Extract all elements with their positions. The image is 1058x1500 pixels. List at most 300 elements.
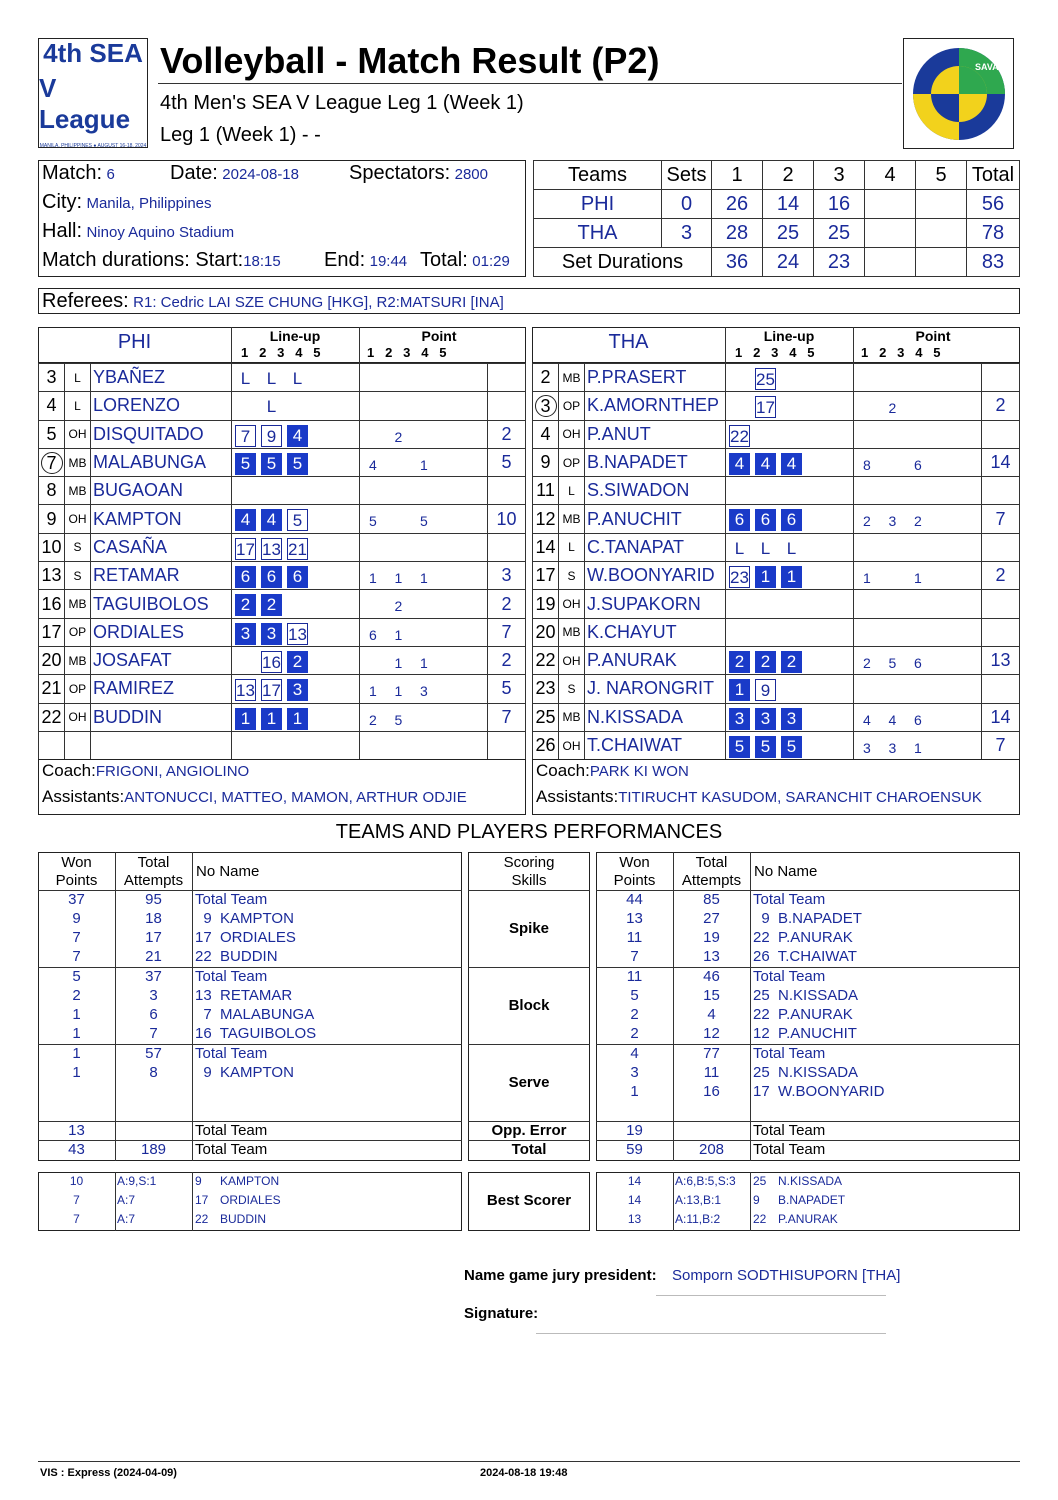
player-number: 22 xyxy=(533,646,559,674)
footer-timestamp: 2024-08-18 19:48 xyxy=(480,1467,568,1479)
player-name: BUGAOAN xyxy=(91,477,232,505)
total-label: Total: xyxy=(420,249,468,271)
block-total-attempts: 7 xyxy=(149,1025,158,1042)
lineup-set-2: 2 xyxy=(755,651,776,673)
phi-h-won: Won xyxy=(61,854,92,871)
player-total xyxy=(982,675,1020,703)
player-points xyxy=(854,420,982,448)
best-points: 7 xyxy=(73,1212,80,1226)
player-name: J.SUPAKORN xyxy=(585,590,726,618)
spike-total-attempts: 18 xyxy=(145,910,162,927)
best-number: 9 xyxy=(195,1174,202,1188)
spike-won-points: 7 xyxy=(72,929,81,946)
lineup-set-1: 4 xyxy=(235,509,256,531)
lineup-set-2: 17 xyxy=(262,681,281,701)
player-row xyxy=(39,392,526,420)
player-name: P.ANUT xyxy=(585,420,726,448)
footer-version: VIS : Express (2024-04-09) xyxy=(40,1467,177,1479)
serve-player: 9 KAMPTON xyxy=(195,1064,294,1081)
block-total-attempts: 15 xyxy=(703,987,720,1004)
skill-block: Block xyxy=(508,997,550,1014)
header-set2: 2 xyxy=(763,161,814,190)
match-label: Match: xyxy=(42,162,103,184)
spike-won-points: 7 xyxy=(630,948,639,965)
player-points xyxy=(360,731,488,759)
player-row xyxy=(533,392,1020,420)
lineup-set-3: 3 xyxy=(287,679,308,701)
spectators-value: 2800 xyxy=(454,166,488,183)
lineup-set-3: 2 xyxy=(781,651,802,673)
point-set-1: 4 xyxy=(863,711,871,728)
serve-won-points: 1 xyxy=(72,1045,81,1062)
player-lineup xyxy=(726,562,854,590)
player-lineup xyxy=(726,618,854,646)
player-position: OH xyxy=(65,505,91,533)
player-lineup xyxy=(232,364,360,392)
player-points xyxy=(854,703,982,731)
player-name: K.CHAYUT xyxy=(585,618,726,646)
date-value: 2024-08-18 xyxy=(222,166,299,183)
tha-h-attempts: Attempts xyxy=(681,872,742,889)
player-points xyxy=(854,477,982,505)
player-number: 5 xyxy=(39,420,65,448)
phi-set3: 16 xyxy=(814,190,865,219)
tha-h-noname: No Name xyxy=(754,863,818,880)
city-label: City: xyxy=(42,191,82,213)
total-label: Total Team xyxy=(753,1141,826,1158)
point-set-1: 3 xyxy=(863,739,871,756)
lineup-set-1: 5 xyxy=(235,453,256,475)
player-name: N.KISSADA xyxy=(585,703,726,731)
player-name: W.BOONYARID xyxy=(585,562,726,590)
spike-won-points: 7 xyxy=(72,948,81,965)
player-number: 9 xyxy=(533,448,559,476)
player-name: K.AMORNTHEP xyxy=(585,392,726,420)
point-set-1: 6 xyxy=(369,626,377,643)
player-lineup xyxy=(726,703,854,731)
player-points xyxy=(360,533,488,561)
opp-won-points: 19 xyxy=(626,1122,643,1139)
lineup-set-2: 25 xyxy=(756,370,775,389)
player-number xyxy=(39,448,65,476)
point-set-1: 2 xyxy=(863,513,871,530)
spike-total-attempts: 85 xyxy=(703,891,720,908)
player-name: J. NARONGRIT xyxy=(585,675,726,703)
phi-set5 xyxy=(916,190,967,219)
player-number: 20 xyxy=(39,646,65,674)
lineup-set-1: 6 xyxy=(729,509,750,531)
lineup-set-1: 2 xyxy=(729,651,750,673)
best-breakdown: A:13,B:1 xyxy=(675,1193,722,1207)
best-name: N.KISSADA xyxy=(778,1174,843,1188)
lineup-set-2: 3 xyxy=(261,623,282,645)
point-set-2: 5 xyxy=(394,711,403,728)
block-total-attempts: 46 xyxy=(703,968,720,985)
serve-total-attempts: 57 xyxy=(145,1045,162,1062)
player-total: 7 xyxy=(488,618,526,646)
player-position: MB xyxy=(65,590,91,618)
spike-total-attempts: 21 xyxy=(145,948,162,965)
player-lineup xyxy=(726,420,854,448)
player-position: OH xyxy=(65,703,91,731)
signature-line xyxy=(536,1333,886,1334)
team-tha: THA xyxy=(534,219,662,248)
point-set-2: 1 xyxy=(394,626,403,643)
player-number: 25 xyxy=(533,703,559,731)
player-lineup xyxy=(232,731,360,759)
player-position: MB xyxy=(65,646,91,674)
spike-won-points: 37 xyxy=(68,891,85,908)
match-number: 6 xyxy=(106,166,115,183)
player-lineup xyxy=(232,505,360,533)
lineup-set-1: 3 xyxy=(729,708,750,730)
player-points xyxy=(854,533,982,561)
lineup-set-2: 5 xyxy=(755,736,776,758)
block-player: 22 P.ANURAK xyxy=(753,1006,853,1023)
player-total: 5 xyxy=(488,675,526,703)
point-set-1: 2 xyxy=(863,654,871,671)
player-points xyxy=(360,420,488,448)
player-name: B.NAPADET xyxy=(585,448,726,476)
lineup-set-2: 1 xyxy=(755,566,776,588)
player-row xyxy=(39,675,526,703)
point-set-1: 1 xyxy=(369,683,377,700)
player-points xyxy=(854,618,982,646)
best-number: 17 xyxy=(195,1193,209,1207)
player-total: 3 xyxy=(488,562,526,590)
player-position: OH xyxy=(559,590,585,618)
tha-h-won: Won xyxy=(619,854,650,871)
phi-h-attempts: Attempts xyxy=(123,872,184,889)
player-name: P.ANURAK xyxy=(585,646,726,674)
best-name: P.ANURAK xyxy=(778,1212,838,1226)
lineup-set-1: 7 xyxy=(235,425,256,447)
lineup-set-1: L xyxy=(734,538,745,558)
date-label: Date: xyxy=(170,162,218,184)
spike-total-attempts: 17 xyxy=(145,929,162,946)
phi-lineup-label: Line-up xyxy=(269,328,321,344)
player-row xyxy=(533,533,1020,561)
sea-v-league-logo xyxy=(38,38,148,148)
lineup-set-3: 4 xyxy=(287,425,308,447)
player-name: RETAMAR xyxy=(91,562,232,590)
point-set-3: 1 xyxy=(914,739,922,756)
lineup-set-3: 21 xyxy=(288,539,307,559)
lineup-set-2: L xyxy=(760,538,771,558)
skill-serve: Serve xyxy=(508,1074,550,1091)
point-set-3: 1 xyxy=(914,570,922,587)
player-points xyxy=(360,562,488,590)
best-name: ORDIALES xyxy=(220,1193,281,1207)
skill-total: Total xyxy=(511,1141,547,1158)
block-player: 7 MALABUNGA xyxy=(195,1006,315,1023)
point-set-3: 6 xyxy=(914,456,922,473)
player-points xyxy=(854,505,982,533)
point-set-3: 1 xyxy=(420,570,428,587)
tha-h-points: Points xyxy=(613,872,656,889)
block-won-points: 5 xyxy=(72,968,81,985)
player-number: 21 xyxy=(39,675,65,703)
lineup-set-1: 1 xyxy=(235,708,256,730)
best-breakdown: A:9,S:1 xyxy=(117,1174,157,1188)
phi-set4 xyxy=(865,190,916,219)
lineup-set-2: 13 xyxy=(262,539,281,559)
player-row xyxy=(39,646,526,674)
team-phi: PHI xyxy=(534,190,662,219)
duration-set4 xyxy=(865,248,916,277)
referees-value: R1: Cedric LAI SZE CHUNG [HKG], R2:MATSURI [INA] xyxy=(133,294,504,311)
player-name: C.TANAPAT xyxy=(585,533,726,561)
player-row xyxy=(39,618,526,646)
player-name: ORDIALES xyxy=(91,618,232,646)
best-number: 22 xyxy=(753,1212,767,1226)
tha-h-total: Total xyxy=(695,854,728,871)
player-total: 14 xyxy=(982,703,1020,731)
player-points xyxy=(854,392,982,420)
player-name: TAGUIBOLOS xyxy=(91,590,232,618)
player-lineup xyxy=(232,646,360,674)
player-name: CASAÑA xyxy=(91,533,232,561)
player-lineup xyxy=(726,590,854,618)
block-won-points: 11 xyxy=(626,968,643,985)
player-total: 7 xyxy=(488,703,526,731)
player-lineup xyxy=(726,505,854,533)
performances-title: TEAMS AND PLAYERS PERFORMANCES xyxy=(335,821,723,843)
logo-bottom-text: MANILA, PHILIPPINES ● AUGUST 16-18, 2024 xyxy=(39,142,147,149)
player-name: MALABUNGA xyxy=(91,448,232,476)
serve-total-attempts: 11 xyxy=(703,1064,720,1081)
player-row xyxy=(533,618,1020,646)
point-set-1: 4 xyxy=(369,456,377,473)
player-position: MB xyxy=(65,477,91,505)
lineup-set-3: 6 xyxy=(781,509,802,531)
serve-total-attempts: 8 xyxy=(149,1064,158,1081)
player-total xyxy=(982,477,1020,505)
point-set-1: 5 xyxy=(369,513,377,530)
player-lineup xyxy=(232,392,360,420)
point-set-1: 1 xyxy=(863,570,871,587)
player-points xyxy=(854,590,982,618)
phi-point-sets: 1 2 3 4 5 xyxy=(367,345,447,360)
spike-total-attempts: 13 xyxy=(703,948,720,965)
player-number: 11 xyxy=(533,477,559,505)
player-lineup xyxy=(726,477,854,505)
city-value: Manila, Philippines xyxy=(86,195,212,212)
lineup-set-2: 5 xyxy=(261,453,282,475)
block-player: 13 RETAMAR xyxy=(195,987,293,1004)
header-total: Total xyxy=(967,161,1020,190)
spike-total-attempts: 19 xyxy=(703,929,720,946)
best-points: 14 xyxy=(627,1174,642,1188)
best-breakdown: A:6,B:5,S:3 xyxy=(675,1174,736,1188)
player-position: OH xyxy=(559,646,585,674)
total-total-attempts: 208 xyxy=(698,1141,725,1158)
spike-total-attempts: 27 xyxy=(703,910,720,927)
point-set-2: 5 xyxy=(888,654,897,671)
lineup-set-3: 4 xyxy=(781,453,802,475)
block-total-attempts: 37 xyxy=(145,968,162,985)
block-player: Total Team xyxy=(195,968,268,985)
total-won-points: 43 xyxy=(68,1141,85,1158)
player-number: 13 xyxy=(39,562,65,590)
lineup-set-3: 13 xyxy=(288,624,307,644)
player-lineup xyxy=(232,448,360,476)
serve-total-attempts: 77 xyxy=(703,1045,720,1062)
player-position: L xyxy=(65,364,91,392)
player-total: 5 xyxy=(488,448,526,476)
tha-set4 xyxy=(865,219,916,248)
player-number: 2 xyxy=(533,364,559,392)
player-total: 2 xyxy=(488,646,526,674)
skill-opp-error: Opp. Error xyxy=(491,1122,567,1139)
player-total xyxy=(982,618,1020,646)
phi-coach-label: Coach: xyxy=(42,761,96,780)
point-set-2: 1 xyxy=(394,654,403,671)
competition-name: 4th Men's SEA V League Leg 1 (Week 1) xyxy=(160,92,524,114)
lineup-set-2: 17 xyxy=(756,398,775,418)
player-name: LORENZO xyxy=(91,392,232,420)
point-set-2: 2 xyxy=(394,598,403,615)
player-lineup xyxy=(232,420,360,448)
total-label: Total Team xyxy=(195,1141,268,1158)
player-position: L xyxy=(559,477,585,505)
lineup-set-1: 4 xyxy=(729,453,750,475)
tha-point-sets: 1 2 3 4 5 xyxy=(861,345,941,360)
player-position: MB xyxy=(559,703,585,731)
player-number: 12 xyxy=(533,505,559,533)
player-row xyxy=(533,731,1020,759)
lineup-set-1: 2 xyxy=(235,594,256,616)
duration-start-label: Match durations: Start: xyxy=(42,249,244,271)
serve-won-points: 1 xyxy=(72,1064,81,1081)
player-position: OH xyxy=(559,731,585,759)
player-name: YBAÑEZ xyxy=(91,364,232,392)
point-set-3: 6 xyxy=(914,654,922,671)
best-points: 14 xyxy=(627,1193,642,1207)
phi-roster-table xyxy=(38,363,526,760)
tha-coach: PARK KI WON xyxy=(589,763,689,780)
lineup-set-2: 3 xyxy=(755,708,776,730)
player-lineup xyxy=(232,675,360,703)
captain-marker: 7 xyxy=(41,452,63,474)
duration-set1: 36 xyxy=(712,248,763,277)
point-set-3: 2 xyxy=(914,513,922,530)
lineup-set-1: 23 xyxy=(730,568,749,588)
player-row xyxy=(533,562,1020,590)
lineup-set-2: 6 xyxy=(755,509,776,531)
player-row xyxy=(533,364,1020,392)
player-total xyxy=(982,364,1020,392)
set-durations-label: Set Durations xyxy=(534,248,712,277)
captain-marker: 3 xyxy=(535,395,557,417)
player-points xyxy=(360,618,488,646)
block-won-points: 2 xyxy=(630,1006,639,1023)
lineup-set-1: L xyxy=(240,369,251,388)
player-row xyxy=(39,731,526,759)
tha-assistants: TITIRUCHT KASUDOM, SARANCHIT CHAROENSUK xyxy=(618,789,982,806)
player-total: 2 xyxy=(488,420,526,448)
phi-set2: 14 xyxy=(763,190,814,219)
player-number: 26 xyxy=(533,731,559,759)
player-position: MB xyxy=(559,364,585,392)
point-set-2: 3 xyxy=(888,513,897,530)
player-name: BUDDIN xyxy=(91,703,232,731)
lineup-set-3: L xyxy=(292,369,303,388)
best-breakdown: A:7 xyxy=(117,1193,136,1207)
opp-label: Total Team xyxy=(195,1122,268,1139)
tha-set2: 25 xyxy=(763,219,814,248)
spike-player: 9 B.NAPADET xyxy=(753,910,862,927)
player-points xyxy=(854,364,982,392)
player-row xyxy=(39,590,526,618)
best-points: 10 xyxy=(69,1174,84,1188)
player-total xyxy=(488,364,526,392)
player-position: OP xyxy=(65,675,91,703)
player-row xyxy=(39,420,526,448)
point-set-1: 1 xyxy=(369,570,377,587)
player-lineup xyxy=(232,590,360,618)
player-position: L xyxy=(65,392,91,420)
player-lineup xyxy=(726,675,854,703)
block-total-attempts: 12 xyxy=(703,1025,720,1042)
player-total xyxy=(982,590,1020,618)
lineup-set-2: 1 xyxy=(261,708,282,730)
point-set-3: 1 xyxy=(420,654,428,671)
phi-h-total: Total xyxy=(137,854,170,871)
player-lineup xyxy=(232,618,360,646)
player-number: 17 xyxy=(39,618,65,646)
point-set-2: 2 xyxy=(394,428,403,445)
player-total: 13 xyxy=(982,646,1020,674)
player-lineup xyxy=(726,448,854,476)
player-name: P.PRASERT xyxy=(585,364,726,392)
player-name: JOSAFAT xyxy=(91,646,232,674)
serve-total-attempts: 16 xyxy=(703,1083,720,1100)
player-lineup xyxy=(726,646,854,674)
player-position: S xyxy=(559,675,585,703)
player-position: S xyxy=(65,533,91,561)
player-points xyxy=(360,703,488,731)
opp-label: Total Team xyxy=(753,1122,826,1139)
lineup-set-2: 4 xyxy=(755,453,776,475)
duration-set5 xyxy=(916,248,967,277)
lineup-set-3: L xyxy=(786,538,797,558)
block-total-attempts: 3 xyxy=(149,987,158,1004)
block-player: Total Team xyxy=(753,968,826,985)
player-number: 10 xyxy=(39,533,65,561)
lineup-set-2: 2 xyxy=(261,594,282,616)
player-row xyxy=(533,477,1020,505)
spike-won-points: 11 xyxy=(626,929,643,946)
tha-set1: 28 xyxy=(712,219,763,248)
end-label: End: xyxy=(324,249,366,271)
point-set-3: 6 xyxy=(914,711,922,728)
player-points xyxy=(360,448,488,476)
player-number: 8 xyxy=(39,477,65,505)
lineup-set-3: 2 xyxy=(287,651,308,673)
player-number: 19 xyxy=(533,590,559,618)
point-set-3: 1 xyxy=(420,456,428,473)
best-number: 22 xyxy=(195,1212,209,1226)
player-lineup xyxy=(232,477,360,505)
lineup-set-1: 17 xyxy=(236,539,255,559)
player-points xyxy=(360,505,488,533)
player-points xyxy=(360,590,488,618)
lineup-set-2: L xyxy=(266,369,277,388)
player-number: 4 xyxy=(533,420,559,448)
point-set-2: 1 xyxy=(394,683,403,700)
header-set3: 3 xyxy=(814,161,865,190)
